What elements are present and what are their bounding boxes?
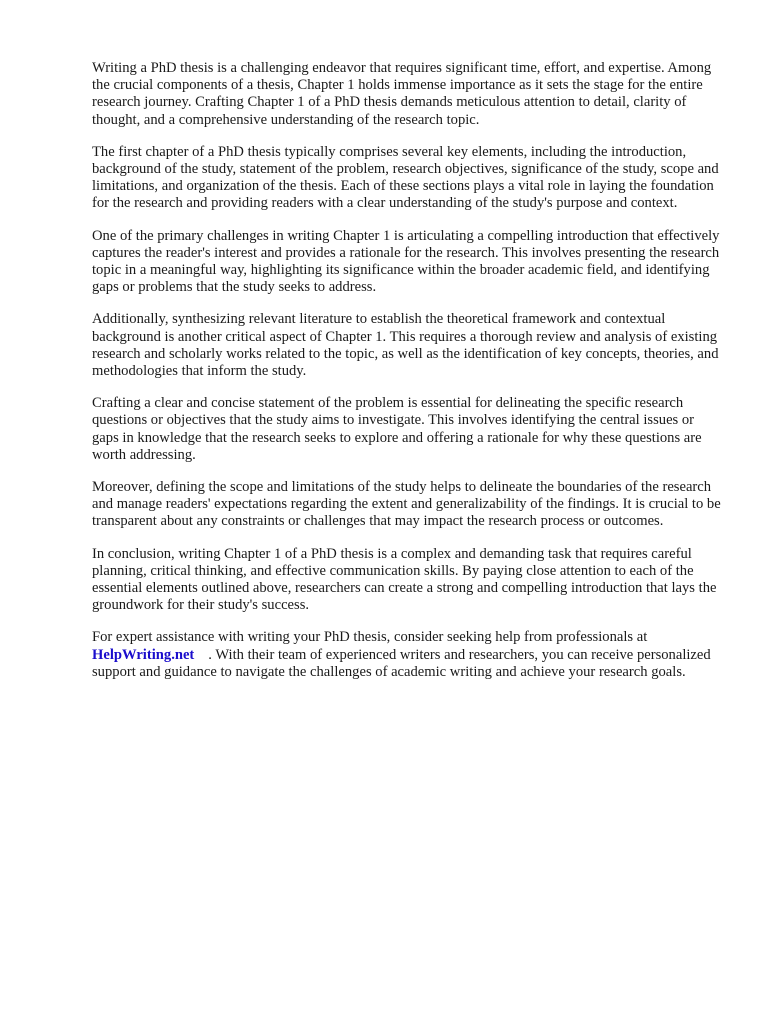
- paragraph-closing: [92, 629, 722, 681]
- paragraph-conclusion: In conclusion, writing Chapter 1 of a PhD thesis is a complex and demanding task that requires careful planning, critical thinking, and effective communication skills. By paying close attention to each of the essential elements outlined above, researchers can create a strong and compelling introduction that lays the groundwork for their study's success.: [92, 545, 717, 614]
- paragraph-intro: Writing a PhD thesis is a challenging endeavor that requires significant time, effort, and expertise. Among the crucial components of a thesis, Chapter 1 holds immense importance as it sets the stage for the entire research journey. Crafting Chapter 1 of a PhD thesis demands meticulous attention to detail, clarity of thought, and a comprehensive understanding of the research topic.: [92, 60, 712, 128]
- paragraph-introduction-challenge: One of the primary challenges in writing Chapter 1 is articulating a compelling introduction that effectively captures the reader's interest and provides a rationale for the research. This involves presenting the research topic in a meaningful way, highlighting its significance within the broader academic field, and identifying gaps or problems that the study seeks to address.: [92, 227, 720, 296]
- paragraph-problem-statement: Crafting a clear and concise statement of the problem is essential for delineating the specific research questions or objectives that the study aims to investigate. This involves identifying the central issues or gaps in knowledge that the research seeks to explore and offering a rationale for why these questions are worth addressing.: [92, 395, 702, 463]
- document-page: [92, 60, 722, 696]
- paragraph-key-elements: The first chapter of a PhD thesis typically comprises several key elements, including the introduction, background of the study, statement of the problem, research objectives, significance of the study, scope and limitations, and organization of the thesis. Each of these sections plays a vital role in laying the foundation for the research and providing readers with a clear understanding of the study's purpose and context.: [92, 143, 719, 212]
- paragraph-literature: Additionally, synthesizing relevant literature to establish the theoretical framework and contextual background is another critical aspect of Chapter 1. This requires a thorough review and analysis of existing research and scholarly works related to the topic, as well as the identification of key concepts, theories, and methodologies that inform the study.: [92, 311, 719, 380]
- helpwriting-link[interactable]: HelpWriting.net: [92, 646, 195, 663]
- closing-text-after: . With their team of experienced writers and researchers, you can receive personalized support and guidance to navigate the challenges of academic writing and achieve your research goals.: [92, 646, 711, 680]
- paragraph-scope-limitations: Moreover, defining the scope and limitations of the study helps to delineate the boundaries of the research and manage readers' expectations regarding the extent and generalizability of the findings. It is crucial to be transparent about any constraints or challenges that may impact the research process or outcomes.: [92, 479, 721, 530]
- closing-text-before: For expert assistance with writing your PhD thesis, consider seeking help from professionals at: [92, 629, 648, 646]
